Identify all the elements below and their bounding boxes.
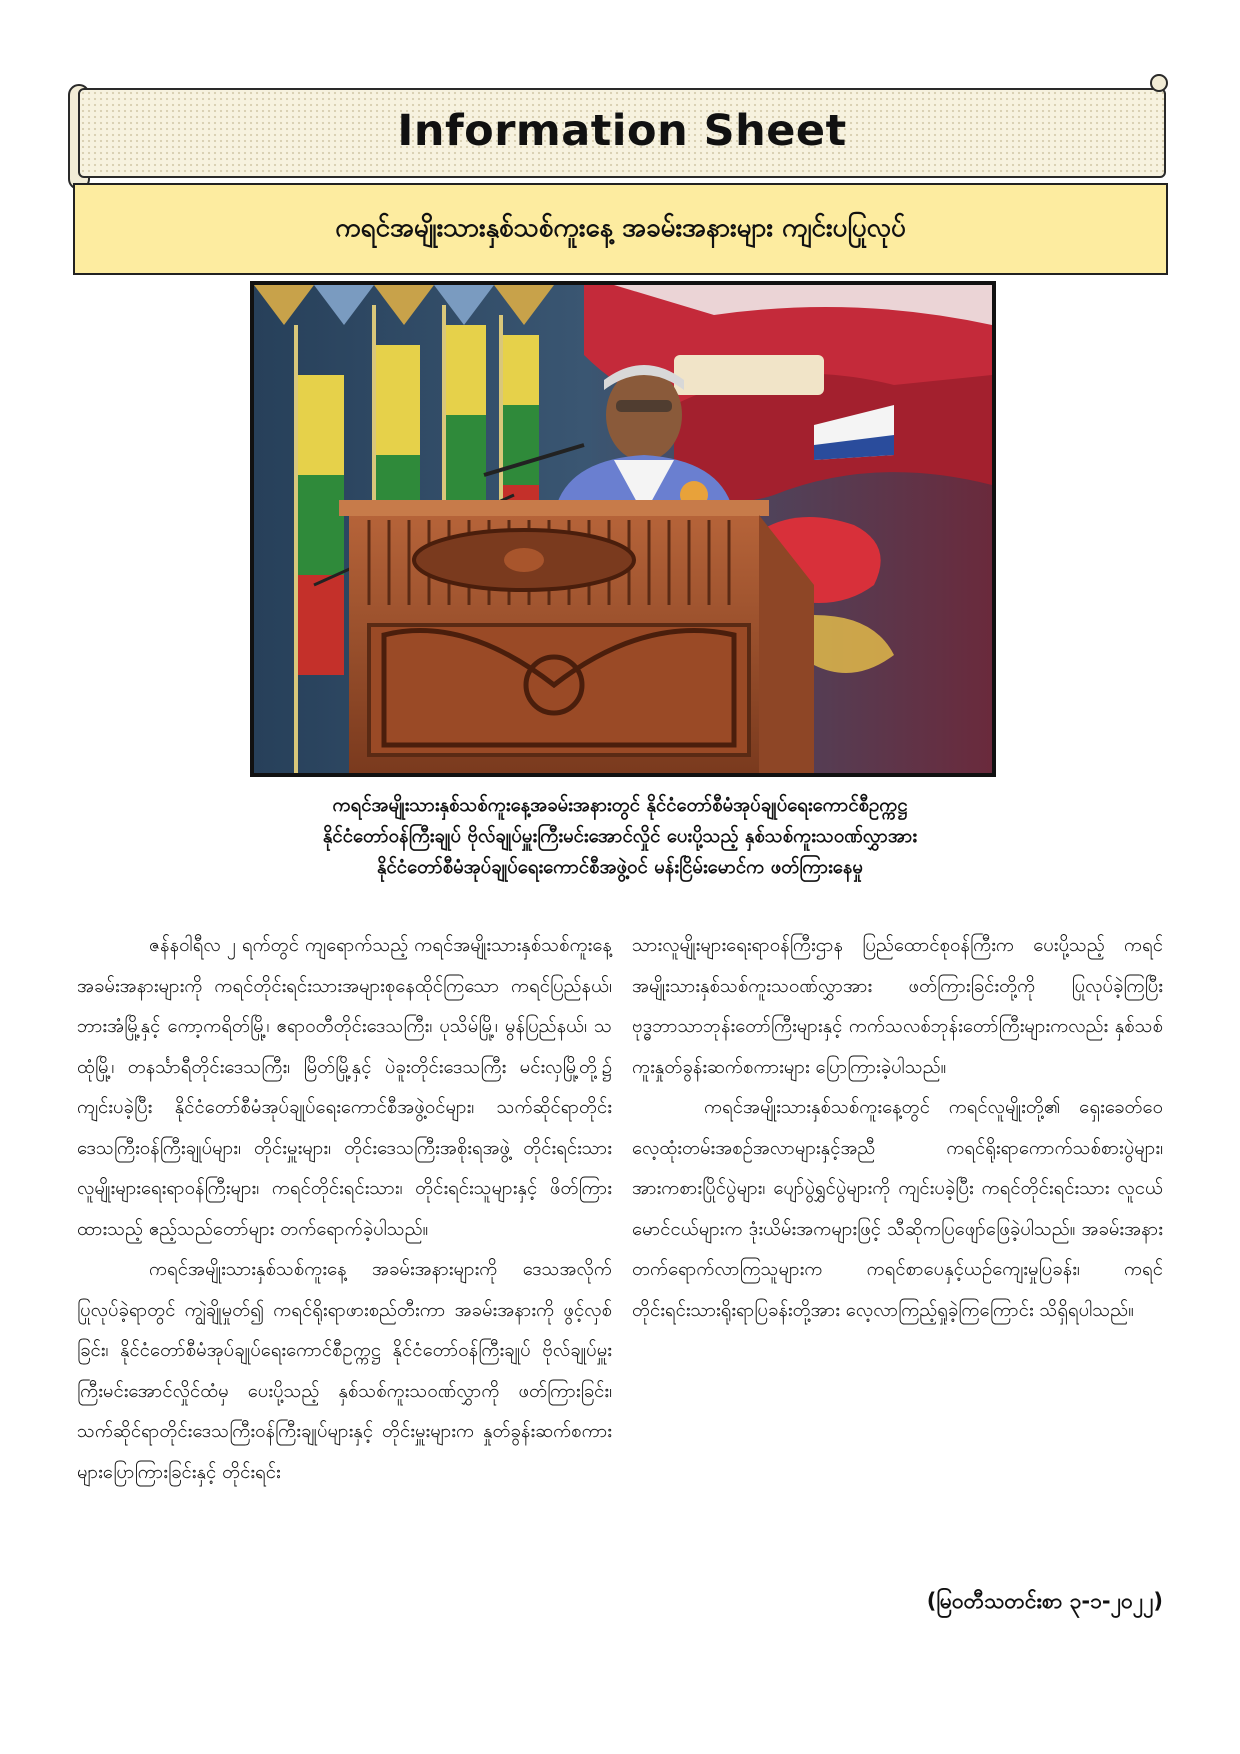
caption-line: နိုင်ငံတော်ဝန်ကြီးချုပ် ဗိုလ်ချုပ်မှူးကြီးမင်းအောင်လှိုင် ပေးပို့သည့် နှစ်သစ်ကူးသဝဏ်လွှာအား — [322, 826, 918, 847]
body-paragraph: ကရင်အမျိုးသားနှစ်သစ်ကူးနေ့ အခမ်းအနားများကို ဒေသအလိုက်ပြုလုပ်ခဲ့ရာတွင် ကျွဲချိုမှုတ်၍ ကရင်ရိုးရာဖားစည်တီးကာ အခမ်းအနားကို ဖွင့်လှစ်ခြင်း၊ နိုင်ငံတော်စီမံအုပ်ချုပ်ရေးကောင်စီဥက္ကဋ္ဌ နိုင်ငံတော်ဝန်ကြီးချုပ် ဗိုလ်ချုပ်မှူးကြီးမင်းအောင်လှိုင်ထံမှ ပေးပို့သည့် နှစ်သစ်ကူးသဝဏ်လွှာကို ဖတ်ကြားခြင်း၊ သက်ဆိုင်ရာတိုင်းဒေသကြီးဝန်ကြီးချုပ်များနှင့် တိုင်းမှူးများက နှုတ်ခွန်းဆက်စကားများပြောကြားခြင်းနှင့် တိုင်းရင်း — [77, 1259, 612, 1483]
photo-caption — [150, 790, 1090, 883]
body-column-right — [632, 926, 1163, 1331]
body-paragraph: ကရင်အမျိုးသားနှစ်သစ်ကူးနေ့တွင် ကရင်လူမျိုးတို့၏ ရှေးခေတ်ဝေလေ့ထုံးတမ်းအစဉ်အလာများနှင့်အညီ ကရင်ရိုးရာကောက်သစ်စားပွဲများ၊ အားကစားပြိုင်ပွဲများ၊ ပျော်ပွဲရွှင်ပွဲများကို ကျင်းပခဲ့ပြီး ကရင်တိုင်းရင်းသား လူငယ်မောင်ငယ်များက ဒုံးယိမ်းအကများဖြင့် သီဆိုကပြဖျော်ဖြေခဲ့ပါသည်။ အခမ်းအနားတက်ရောက်လာကြသူများက ကရင်စာပေနှင့်ယဉ်ကျေးမှုပြခန်း၊ ကရင်တိုင်းရင်းသားရိုးရာပြခန်းတို့အား လေ့လာကြည့်ရှုခဲ့ကြကြောင်း သိရှိရပါသည်။ — [632, 1097, 1163, 1321]
news-photo — [250, 281, 996, 777]
news-source: (မြဝတီသတင်းစာ ၃-၁-၂၀၂၂) — [926, 1589, 1163, 1613]
body-paragraph: သားလူမျိုးများရေးရာဝန်ကြီးဌာန ပြည်ထောင်စုဝန်ကြီးက ပေးပို့သည့် ကရင်အမျိုးသားနှစ်သစ်ကူးသဝဏ်လွှာအား ဖတ်ကြားခြင်းတို့ကို ပြုလုပ်ခဲ့ကြပြီး ဗုဒ္ဓဘာသာဘုန်းတော်ကြီးများနှင့် ကက်သလစ်ဘုန်းတော်ကြီးများကလည်း နှစ်သစ်ကူးနှုတ်ခွန်းဆက်စကားများ ပြောကြားခဲ့ပါသည်။ — [632, 935, 1163, 1078]
sheet-title: Information Sheet — [397, 106, 847, 156]
caption-line: နိုင်ငံတော်စီမံအုပ်ချုပ်ရေးကောင်စီအဖွဲ့ဝင် မန်းငြိမ်းမောင်က ဖတ်ကြားနေမှု — [376, 857, 863, 878]
caption-line: ကရင်အမျိုးသားနှစ်သစ်ကူးနေ့အခမ်းအနားတွင် နိုင်ငံတော်စီမံအုပ်ချုပ်ရေးကောင်စီဥက္ကဋ္ဌ — [332, 795, 908, 816]
body-paragraph: ဇန်နဝါရီလ ၂ ရက်တွင် ကျရောက်သည့် ကရင်အမျိုးသားနှစ်သစ်ကူးနေ့ အခမ်းအနားများကို ကရင်တိုင်းရင်းသားအများစုနေထိုင်ကြသော ကရင်ပြည်နယ်၊ ဘားအံမြို့နှင့် ကော့ကရိတ်မြို့၊ ဧရာဝတီတိုင်းဒေသကြီး၊ ပုသိမ်မြို့၊ မွန်ပြည်နယ်၊ သထုံမြို့၊ တနင်္သာရီတိုင်းဒေသကြီး၊ မြိတ်မြို့နှင့် ပဲခူးတိုင်းဒေသကြီး မင်းလှမြို့တို့၌ ကျင်းပခဲ့ပြီး နိုင်ငံတော်စီမံအုပ်ချုပ်ရေးကောင်စီအဖွဲ့ဝင်များ၊ သက်ဆိုင်ရာတိုင်းဒေသကြီးဝန်ကြီးချုပ်များ၊ တိုင်းမှူးများ၊ တိုင်းဒေသကြီးအစိုးရအဖွဲ့ တိုင်းရင်းသားလူမျိုးများရေးရာဝန်ကြီးများ၊ ကရင်တိုင်းရင်းသား၊ တိုင်းရင်းသူများနှင့် ဖိတ်ကြားထားသည့် ဧည့်သည်တော်များ တက်ရောက်ခဲ့ပါသည်။ — [77, 935, 612, 1240]
body-column-left — [77, 926, 612, 1493]
headline-box — [73, 183, 1168, 275]
photo-illustration — [254, 285, 992, 773]
headline: ကရင်အမျိုးသားနှစ်သစ်ကူးနေ့ အခမ်းအနားများ ကျင်းပပြုလုပ် — [335, 212, 906, 243]
banner-scroll-curl-right — [1150, 74, 1168, 92]
